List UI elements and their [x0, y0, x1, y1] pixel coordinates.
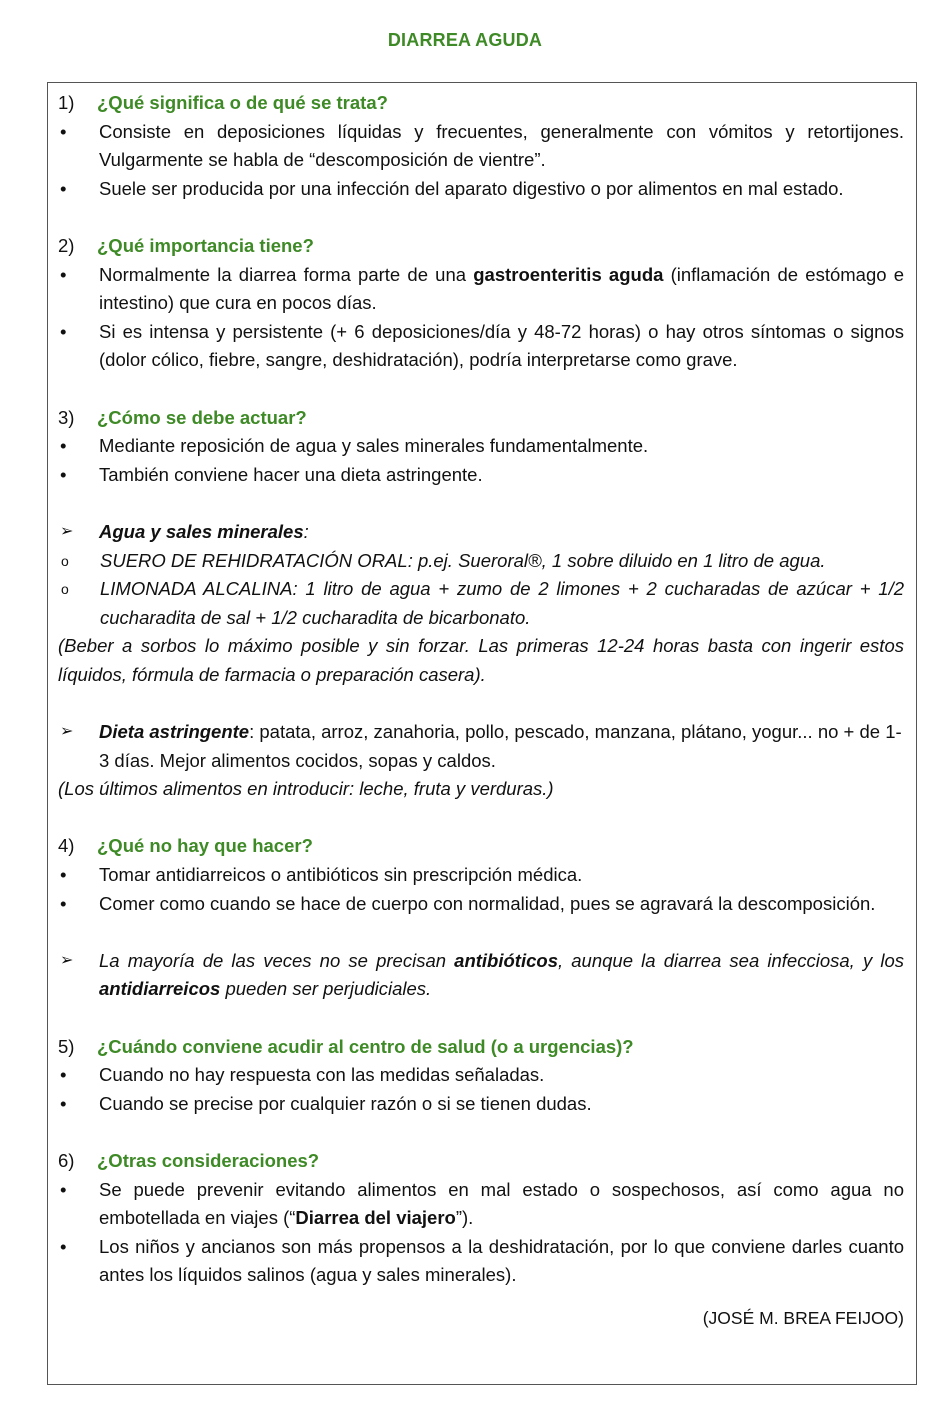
text-run: , aunque la diarrea sea infecciosa, y los: [557, 949, 904, 971]
arrow-item-warning: [58, 947, 904, 1004]
bullet-text: Consiste en deposiciones líquidas y frecuentes, generalmente con vómitos y retortijones. Vulgarmente se habla de “descomposición de vientre”.: [99, 120, 904, 171]
bullet-text: También conviene hacer una dieta astringente.: [99, 463, 483, 485]
circle-marker: o: [61, 581, 69, 598]
circle-marker: o: [61, 552, 69, 569]
bullet-text: Cuando no hay respuesta con las medidas señaladas.: [99, 1064, 545, 1086]
bold-term: gastroenteritis aguda: [473, 263, 664, 285]
section-number: 2): [58, 234, 75, 256]
section-5-heading: [58, 1033, 904, 1062]
bullet-marker: •: [60, 263, 67, 285]
bullet-item: [58, 318, 904, 375]
bold-term: antidiarreicos: [99, 978, 221, 1000]
bullet-text: [99, 1176, 904, 1233]
section-6-heading: [58, 1147, 904, 1176]
bullet-text: Mediante reposición de agua y sales minerales fundamentalmente.: [99, 435, 649, 457]
bullet-marker: •: [60, 892, 67, 914]
bullet-item: [58, 1061, 904, 1090]
bullet-marker: •: [60, 864, 67, 886]
note-text: (Beber a sorbos lo máximo posible y sin forzar. Las primeras 12-24 horas basta con ingerir estos líquidos, fórmula de farmacia o preparación casera).: [58, 635, 904, 685]
circle-item: [58, 547, 904, 576]
section-number: 1): [58, 92, 75, 113]
bullet-marker: •: [60, 463, 67, 485]
document-title: DIARREA AGUDA: [387, 30, 543, 50]
bullet-marker: •: [60, 1064, 67, 1086]
section-title: ¿Cómo se debe actuar?: [97, 406, 307, 428]
bullet-marker: •: [60, 120, 67, 142]
bullet-text: [99, 261, 904, 318]
bullet-item: [58, 432, 904, 461]
arrow-item-agua: [58, 518, 904, 547]
bullet-text: Los niños y ancianos son más propensos a la deshidratación, por lo que conviene darles cuanto antes los líquidos salinos (agua y sales minerales).: [99, 1235, 904, 1286]
note-text: (Los últimos alimentos en introducir: leche, fruta y verduras.): [58, 778, 554, 800]
text-run: :: [303, 520, 309, 542]
content-body: [58, 89, 904, 1333]
bullet-item: [58, 461, 904, 490]
bullet-marker: •: [60, 435, 67, 457]
section-title: ¿Cuándo conviene acudir al centro de salud (o a urgencias)?: [97, 1035, 634, 1057]
text-run: : patata, arroz, zanahoria, pollo, pescado, manzana, plátano, yogur... no + de 1-3 días. Mejor alimentos cocidos, sopas y caldos.: [99, 721, 902, 771]
bullet-marker: •: [60, 1235, 67, 1257]
bullet-item: [58, 1176, 904, 1233]
arrow-marker-icon: ➢: [60, 723, 74, 741]
subheading-dieta: Dieta astringente: [99, 721, 250, 743]
bold-term: Diarrea del viajero: [295, 1207, 456, 1229]
bullet-text: Tomar antidiarreicos o antibióticos sin prescripción médica.: [99, 864, 583, 886]
section-4-heading: [58, 832, 904, 861]
bullet-item: [58, 118, 904, 175]
bold-term: antibióticos: [454, 949, 558, 971]
arrow-text: [99, 518, 904, 547]
text-run: (inflamación de estómago e intestino) que cura en pocos días.: [99, 263, 904, 314]
bullet-item: [58, 890, 904, 919]
bullet-text: Cuando se precise por cualquier razón o si se tienen dudas.: [99, 1092, 592, 1114]
bullet-item: [58, 1233, 904, 1290]
bullet-text: Suele ser producida por una infección del aparato digestivo o por alimentos en mal estado.: [99, 177, 844, 199]
section-title: ¿Qué no hay que hacer?: [97, 835, 313, 857]
arrow-marker-icon: ➢: [60, 522, 74, 540]
text-run: ”).: [455, 1207, 474, 1229]
section-3-heading: [58, 404, 904, 433]
arrow-marker-icon: ➢: [60, 951, 74, 969]
text-run: Se puede prevenir evitando alimentos en mal estado o sospechosos, así como agua no embotellada en viajes (“: [99, 1178, 904, 1229]
section-title: ¿Qué significa o de qué se trata?: [97, 92, 388, 113]
circle-text: LIMONADA ALCALINA: 1 litro de agua + zumo de 2 limones + 2 cucharadas de azúcar + 1/2 cucharadita de sal + 1/2 cucharadita de bicarbonato.: [100, 578, 904, 628]
section-number: 5): [58, 1035, 75, 1057]
subheading-agua: Agua y sales minerales: [99, 520, 304, 542]
bullet-item: [58, 1090, 904, 1119]
bullet-item: [58, 261, 904, 318]
bullet-marker: •: [60, 177, 67, 199]
circle-item: [58, 575, 904, 632]
circle-text: SUERO DE REHIDRATACIÓN ORAL: p.ej. Sueroral®, 1 sobre diluido en 1 litro de agua.: [100, 549, 826, 571]
author-signature: (JOSÉ M. BREA FEIJOO): [702, 1307, 904, 1328]
arrow-text: [99, 947, 904, 1004]
section-number: 4): [58, 835, 75, 857]
arrow-item-dieta: [58, 718, 904, 775]
bullet-text: Si es intensa y persistente (+ 6 deposiciones/día y 48-72 horas) o hay otros síntomas o signos (dolor cólico, fiebre, sangre, deshidratación), podría interpretarse como grave.: [99, 320, 904, 371]
bullet-item: [58, 861, 904, 890]
section-number: 3): [58, 406, 75, 428]
arrow-text: [99, 718, 904, 775]
text-run: pueden ser perjudiciales.: [220, 978, 432, 1000]
bullet-item: [58, 175, 904, 204]
section-number: 6): [58, 1149, 75, 1171]
text-run: La mayoría de las veces no se precisan: [99, 949, 455, 971]
section-title: ¿Qué importancia tiene?: [97, 234, 314, 256]
bullet-marker: •: [60, 1092, 67, 1114]
section-2-heading: [58, 232, 904, 261]
text-run: Normalmente la diarrea forma parte de una: [99, 263, 474, 285]
bullet-marker: •: [60, 1178, 67, 1200]
bullet-marker: •: [60, 320, 67, 342]
bullet-text: Comer como cuando se hace de cuerpo con normalidad, pues se agravará la descomposición.: [99, 892, 876, 914]
section-1-heading: [58, 89, 904, 118]
section-title: ¿Otras consideraciones?: [97, 1149, 320, 1171]
